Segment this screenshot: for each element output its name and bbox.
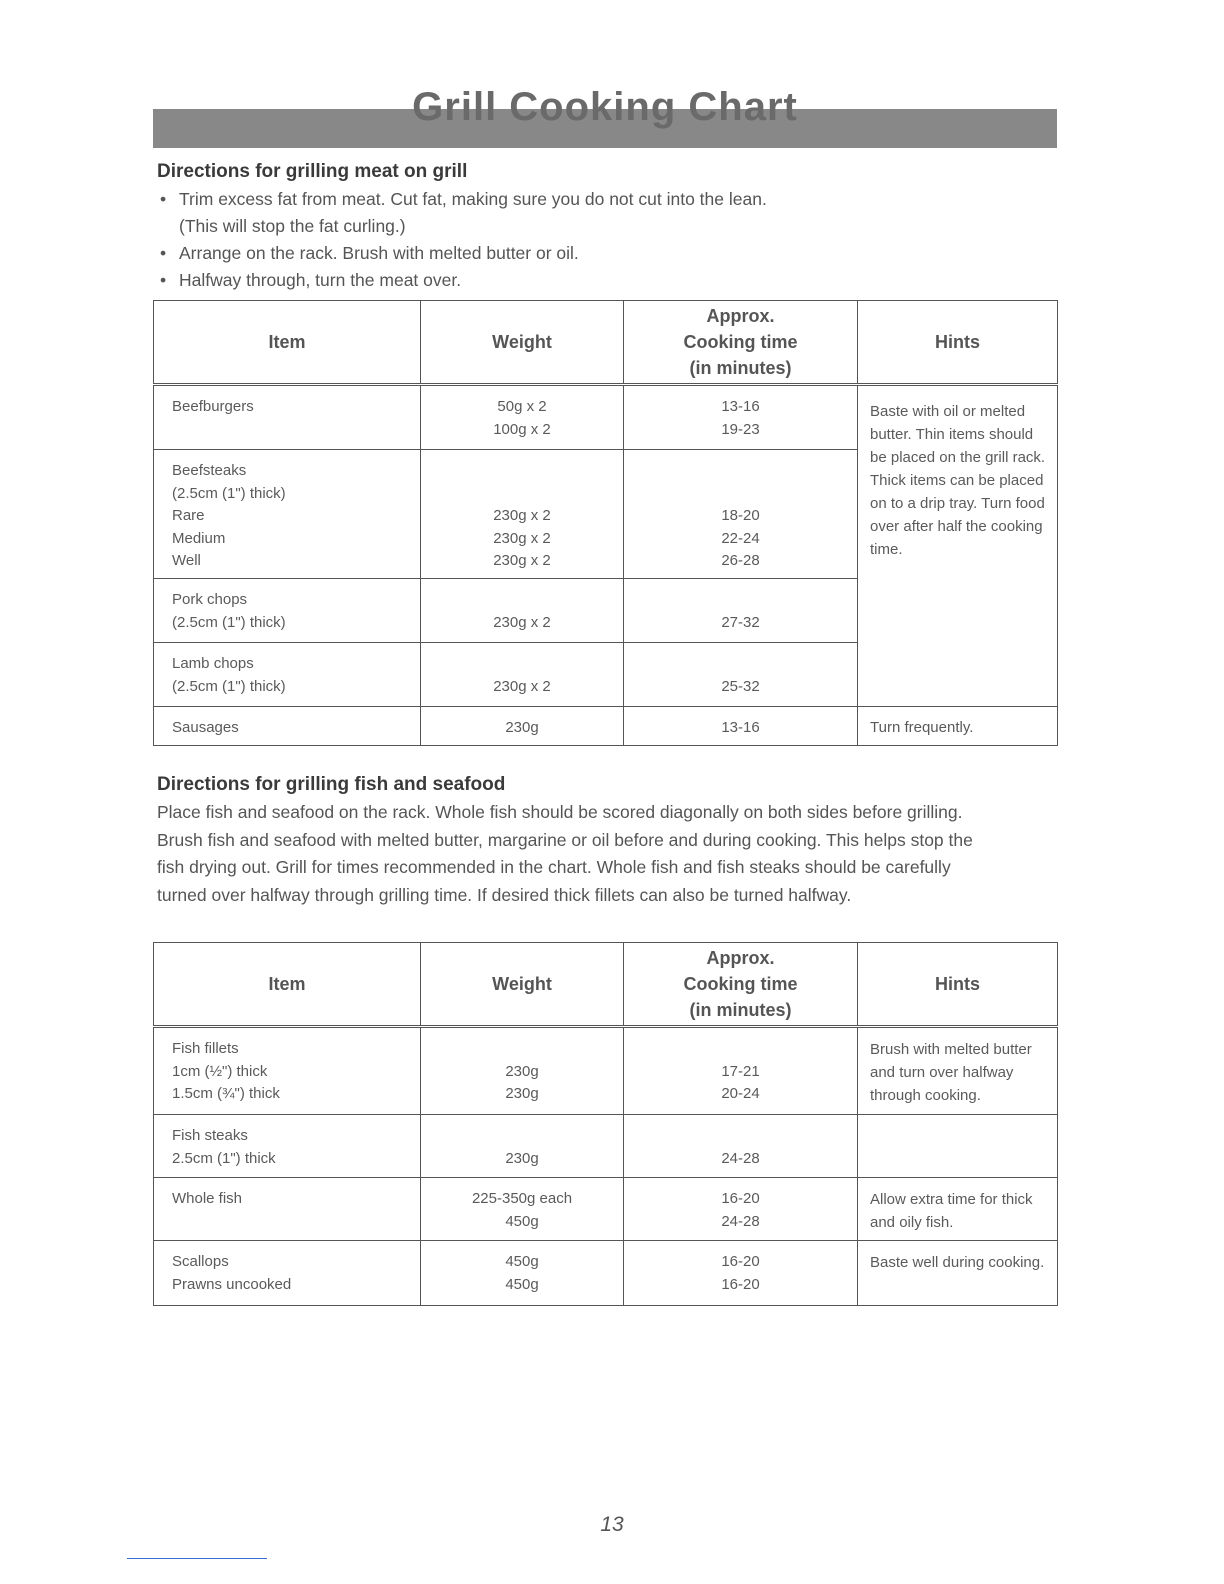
- time-cell: 17-21 20-24: [624, 1027, 858, 1115]
- header-time: Approx. Cooking time (in minutes): [624, 301, 858, 385]
- time-cell: 13-16: [624, 707, 858, 746]
- header-item: Item: [154, 943, 421, 1027]
- hint-cell: Baste well during cooking.: [858, 1241, 1058, 1306]
- table-row: [154, 1115, 1058, 1178]
- weight-cell: 230g: [421, 707, 624, 746]
- weight-cell: 230g x 2: [421, 643, 624, 707]
- item-cell: Beefsteaks (2.5cm (1") thick) Rare Medium Well: [154, 450, 421, 579]
- header-hints: Hints: [858, 943, 1058, 1027]
- weight-cell: 50g x 2 100g x 2: [421, 385, 624, 450]
- page-number: 13: [600, 1513, 624, 1536]
- weight-cell: 230g: [421, 1115, 624, 1178]
- list-item-continuation: (This will stop the fat curling.): [179, 216, 406, 236]
- item-cell: Fish fillets 1cm (½") thick 1.5cm (¾") thick: [154, 1027, 421, 1115]
- item-cell: Sausages: [154, 707, 421, 746]
- weight-cell: 230g 230g: [421, 1027, 624, 1115]
- hint-cell: [858, 1115, 1058, 1178]
- hint-cell: Baste with oil or melted butter. Thin items should be placed on the grill rack. Thick items can be placed on to a drip tray. Turn food over after half the cooking time.: [858, 385, 1058, 707]
- time-cell: 16-20 24-28: [624, 1178, 858, 1241]
- header-item: Item: [154, 301, 421, 385]
- table-row: [154, 1027, 1058, 1115]
- item-cell: Lamb chops (2.5cm (1") thick): [154, 643, 421, 707]
- time-cell: 25-32: [624, 643, 858, 707]
- fish-heading: Directions for grilling fish and seafood: [157, 774, 506, 795]
- header-weight: Weight: [421, 301, 624, 385]
- fish-directions-paragraph: Place fish and seafood on the rack. Whole fish should be scored diagonally on both sides before grilling. Brush fish and seafood with melted butter, margarine or oil before and during cooking. This helps stop the fish drying out. Grill for times recommended in the chart. Whole fish and fish steaks should be carefully turned over halfway through grilling time. If desired thick fillets can also be turned halfway.: [157, 802, 973, 905]
- meat-directions-list: [157, 186, 767, 294]
- item-cell: Pork chops (2.5cm (1") thick): [154, 579, 421, 643]
- hint-cell: Allow extra time for thick and oily fish.: [858, 1178, 1058, 1241]
- header-weight: Weight: [421, 943, 624, 1027]
- header-hints: Hints: [858, 301, 1058, 385]
- weight-cell: 230g x 2 230g x 2 230g x 2: [421, 450, 624, 579]
- hint-cell: Turn frequently.: [858, 707, 1058, 746]
- item-cell: Whole fish: [154, 1178, 421, 1241]
- hint-cell: Brush with melted butter and turn over halfway through cooking.: [858, 1027, 1058, 1115]
- weight-cell: 230g x 2: [421, 579, 624, 643]
- time-cell: 16-20 16-20: [624, 1241, 858, 1306]
- table-row: [154, 707, 1058, 746]
- time-cell: 13-16 19-23: [624, 385, 858, 450]
- list-item: • Arrange on the rack. Brush with melted butter or oil.: [160, 243, 579, 263]
- item-cell: Fish steaks 2.5cm (1") thick: [154, 1115, 421, 1178]
- item-cell: Scallops Prawns uncooked: [154, 1241, 421, 1306]
- time-cell: 27-32: [624, 579, 858, 643]
- header-time: Approx. Cooking time (in minutes): [624, 943, 858, 1027]
- item-cell: Beefburgers: [154, 385, 421, 450]
- title-banner: [153, 85, 1057, 148]
- table-row: [154, 385, 1058, 450]
- bottom-rule: [127, 1558, 267, 1559]
- time-cell: 24-28: [624, 1115, 858, 1178]
- meat-heading: Directions for grilling meat on grill: [157, 161, 468, 182]
- table-row: [154, 1178, 1058, 1241]
- weight-cell: 450g 450g: [421, 1241, 624, 1306]
- fish-chart-table: [153, 942, 1058, 1306]
- meat-chart-table: [153, 300, 1058, 746]
- table-row: [154, 1241, 1058, 1306]
- time-cell: 18-20 22-24 26-28: [624, 450, 858, 579]
- list-item: • Halfway through, turn the meat over.: [160, 270, 462, 290]
- weight-cell: 225-350g each 450g: [421, 1178, 624, 1241]
- page-title: Grill Cooking Chart: [412, 85, 798, 129]
- list-item: • Trim excess fat from meat. Cut fat, making sure you do not cut into the lean.: [160, 189, 767, 209]
